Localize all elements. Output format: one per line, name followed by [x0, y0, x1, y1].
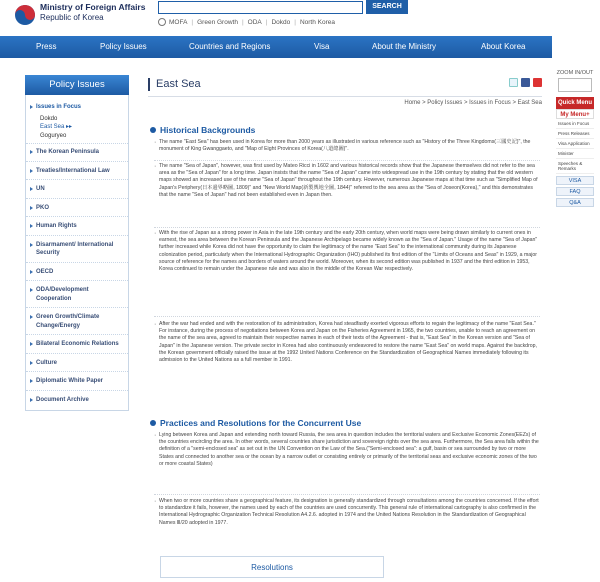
sidebar-item-label: ODA/Development Cooperation [36, 287, 89, 302]
org-name[interactable]: Ministry of Foreign Affairs [40, 2, 146, 12]
search-icon [158, 18, 166, 26]
my-menu-button[interactable]: My Menu+ [556, 109, 594, 119]
zoom-label: ZOOM IN/OUT [556, 70, 594, 76]
sidebar-item-label: Culture [36, 359, 57, 366]
resolutions-tab[interactable]: Resolutions [160, 556, 384, 578]
arrow-icon [30, 361, 33, 365]
header [0, 0, 600, 34]
arrow-icon [30, 105, 33, 109]
divider: | [191, 18, 194, 26]
main-nav [0, 36, 552, 58]
sidebar-item-green-growth[interactable] [26, 313, 128, 335]
sidebar-item-bilateral[interactable] [26, 340, 128, 354]
arrow-icon [30, 288, 33, 292]
quicklink-mofa[interactable]: MOFA [169, 18, 188, 26]
arrow-icon [30, 169, 33, 173]
divider [148, 96, 542, 97]
twitter-icon[interactable] [509, 78, 518, 87]
sidebar-item-disarmament[interactable] [26, 241, 128, 263]
sidebar [25, 75, 129, 411]
arrow-icon [30, 270, 33, 274]
quick-menu [556, 97, 594, 207]
sidebar-item-label: East Sea ▸▸ [40, 124, 73, 130]
quick-item-speeches[interactable]: Speeches & Remarks [556, 159, 594, 174]
quick-item-minister[interactable]: Minister [556, 149, 594, 159]
divider [154, 316, 540, 317]
sidebar-item-treaties[interactable] [26, 167, 128, 181]
page-title: East Sea [148, 78, 542, 91]
paragraph: · When two or more countries share a geographical feature, its designation is generally standardized through consultations among the countries concerned. If the effort to standardize it fails, however, the names used by each of the countries are used concurrently. This general rule of international cartography is also confirmed in the International Hydrographic Organization Technical Resolution A4.2.6. adopted in 1974 and the United Nations Resolution in the Standardization of Geographical Names Ⅲ/20 adopted in 1977. [154, 498, 542, 527]
arrow-icon [30, 206, 33, 210]
visa-button[interactable]: VISA [556, 176, 594, 185]
arrow-icon [30, 224, 33, 228]
sidebar-item-korean-peninsula[interactable] [26, 148, 128, 162]
arrow-icon [30, 187, 33, 191]
share-icon[interactable] [533, 78, 542, 87]
breadcrumb: Home > Policy Issues > Issues in Focus > East Sea [404, 100, 542, 106]
bullet-icon [150, 420, 156, 426]
sidebar-item-label: PKO [36, 204, 50, 211]
arrow-icon [30, 315, 33, 319]
search-button[interactable]: SEARCH [366, 0, 408, 14]
arrow-icon [30, 379, 33, 383]
country-name: Republic of Korea [40, 13, 104, 22]
quicklink-oda[interactable]: ODA [247, 18, 262, 26]
section-heading-text: Practices and Resolutions for the Concurrent Use [160, 418, 362, 428]
sidebar-item-culture[interactable] [26, 359, 128, 373]
arrow-icon [30, 342, 33, 346]
sidebar-item-label: Human Rights [36, 223, 77, 229]
quicklink-dokdo[interactable]: Dokdo [271, 18, 291, 26]
sidebar-title: Policy Issues [25, 75, 129, 95]
faq-button[interactable]: FAQ [556, 187, 594, 196]
qa-button[interactable]: Q&A [556, 198, 594, 207]
quick-item-press[interactable]: Press Releases [556, 129, 594, 139]
divider [154, 494, 540, 495]
sidebar-item-label: Goguryeo [40, 132, 67, 139]
arrow-icon [30, 398, 33, 402]
arrow-icon [30, 243, 33, 247]
divider: | [265, 18, 268, 26]
sidebar-item-un[interactable] [26, 185, 128, 199]
sidebar-item-pko[interactable] [26, 204, 128, 218]
sidebar-item-label: Green Growth/Climate Change/Energy [36, 314, 100, 329]
sidebar-item-label: Dokdo [40, 115, 58, 122]
sidebar-item-label: The Korean Peninsula [36, 149, 100, 155]
paragraph: · The name "Sea of Japan", however, was first used by Mateo Ricci in 1602 and various historical records show that the Japanese themselves did not refer to the sea area as the "Sea of Japan" for a long time. Japan insists that the name "Sea of Japan" came into widespread use in the 19th century by stating that the old western maps showed an increased use of the name "Sea of Japan" throughout the 19th century. However, numerous Japanese maps at that time such as "Simplified Map of Japan's Periphery(日本邊界略圖, 1809)" and "New World Map(新製輿地全圖, 1844)" referred to the sea area as the "Sea of Joseon(Korea)," and this demonstrates that the name "Sea of Japan" had not been established even in Japan then. [154, 163, 542, 199]
nav-about-korea[interactable]: About Korea [481, 42, 526, 51]
section-heading-text: Historical Backgrounds [160, 125, 256, 135]
sidebar-item-goguryeo[interactable] [26, 132, 128, 145]
sidebar-item-label: UN [36, 186, 45, 192]
arrow-icon [30, 150, 33, 154]
nav-press[interactable]: Press [36, 42, 57, 51]
bullet-icon [150, 127, 156, 133]
sidebar-item-label: Bilateral Economic Relations [36, 341, 119, 347]
sidebar-item-white-paper[interactable] [26, 377, 128, 391]
sidebar-list [25, 95, 129, 411]
paragraph: · With the rise of Japan as a strong power in Asia in the late 19th century and the early 20th century, when world maps were being drawn similarly to current ones in earnest, the sea area between the Korean Peninsula and the Japanese Archipelago became widely known as the "Sea of Japan." Usage of the name "Sea of Japan" further increased while Korea did not have the opportunity to claim the legitimacy of the name "East Sea" to the international community during its Japanese colonization period, particularly when the International Hydrographic Organization (IHO) published its first edition of the "Limits of Oceans and Seas" in 1929, a major source of reference for the names and borders of waters around the world. Moreover, when its second edition was published in 1937 and the third edition in 1953, Korea continued to remain under the Japanese rule and was also in the middle of the Korean War respectively. [154, 230, 542, 273]
taegeuk-logo-icon[interactable] [14, 4, 36, 26]
paragraph: · The name "East Sea" has been used in Korea for more than 2000 years as illustrated in various reference such as "History of the Three Kingdoms(三國史記)", the monument of King Gwanggaeto, and "Map of Eight Provinces of Korea(八道總圖)". [154, 139, 542, 153]
nav-visa[interactable]: Visa [314, 42, 330, 51]
paragraph: · After the war had ended and with the restoration of its administration, Korea had steadfastly exerted vigorous efforts to regain the legitimacy of the name "East Sea." For instance, during the process of negotiations between Korea and Japan on the Fisheries Agreement in 1965, the two countries, unable to reach an agreement on the name of the sea area, agreed to maintain their respective names in each of their texts of the Agreement - that is, "East Sea" in the Korean version and "Sea of Japan" in the Japanese version. The private sector in Korea had also continuously endeavored to restore the name "East Sea" on world maps. Against the backdrop, the Korean government officially raised the issue at the 1992 United Nations Conference on the Standardization of Geographical Names immediately following its admission to the United Nations as a full member in 1991. [154, 321, 542, 364]
sidebar-item-issues-in-focus[interactable] [26, 103, 128, 112]
sidebar-item-document-archive[interactable] [26, 396, 128, 407]
divider: | [294, 18, 296, 26]
section-heading [150, 418, 361, 428]
sidebar-item-label: Treaties/International Law [36, 167, 110, 174]
quick-item-issues[interactable]: Issues in Focus [556, 119, 594, 129]
sidebar-item-label: Disarmament/ International Security [36, 241, 114, 256]
quicklink-green-growth[interactable]: Green Growth [197, 18, 238, 26]
facebook-icon[interactable] [521, 78, 530, 87]
divider [154, 160, 540, 161]
zoom-controls[interactable] [558, 78, 592, 92]
sidebar-item-label: OECD [36, 268, 54, 275]
sidebar-item-oda[interactable] [26, 286, 128, 308]
share-buttons [509, 78, 542, 87]
sidebar-item-label: Issues in Focus [36, 104, 82, 110]
search-input[interactable] [158, 1, 363, 14]
main-content [148, 78, 542, 526]
sidebar-item-dokdo[interactable] [26, 115, 128, 124]
quick-item-visa-app[interactable]: Visa Application [556, 139, 594, 149]
section-heading [150, 125, 255, 135]
nav-policy-issues[interactable]: Policy Issues [100, 42, 147, 51]
quicklinks [158, 18, 335, 26]
sidebar-item-label: Diplomatic White Paper [36, 378, 104, 384]
paragraph: · Lying between Korea and Japan and extending north toward Russia, the sea area in question includes the territorial waters and Exclusive Economic Zones(EEZs) of the countries encircling the area. In other words, several countries share jurisdiction and sovereign rights over the sea area. Furthermore, the Sea area falls within the definition of a "semi-enclosed sea" as set out in the UN Convention on the Law of the Sea.("Semi-enclosed sea": a gulf, basin or sea surrounded by two or more States and connected to another sea or the ocean by a narrow outlet or consisting entirely or primarily of the territorial seas and exclusive economic zones of the two or more coastal States) [154, 432, 542, 468]
sidebar-item-label: Document Archive [36, 396, 89, 403]
nav-about-ministry[interactable]: About the Ministry [372, 42, 437, 51]
nav-countries-regions[interactable]: Countries and Regions [189, 42, 271, 51]
quick-menu-title: Quick Menu [556, 97, 594, 109]
quicklink-north-korea[interactable]: North Korea [299, 18, 335, 26]
divider [154, 227, 540, 228]
sidebar-item-human-rights[interactable] [26, 222, 128, 236]
sidebar-item-oecd[interactable] [26, 268, 128, 282]
divider: | [241, 18, 244, 26]
sidebar-item-east-sea[interactable] [26, 123, 128, 132]
